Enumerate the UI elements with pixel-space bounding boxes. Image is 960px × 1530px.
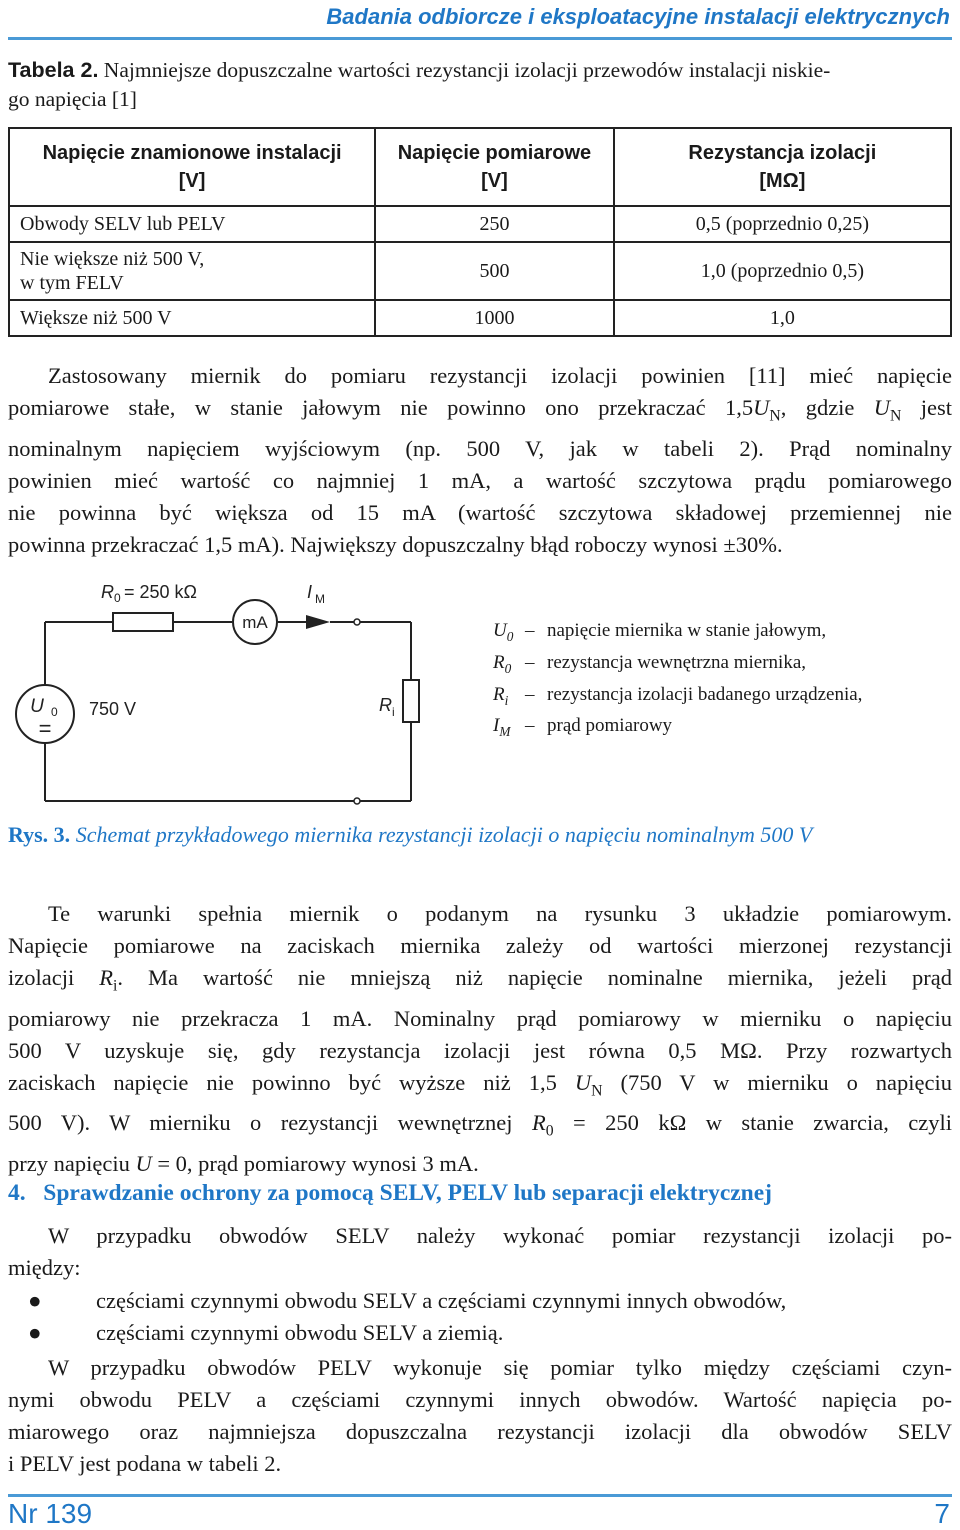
u0-sub: 0 [51,705,58,719]
ri-sub: i [392,705,395,719]
im-sub: M [315,592,325,606]
current-arrow [306,615,330,629]
ri-resistor [403,680,419,722]
cell-circuit: Obwody SELV lub PELV [9,206,375,242]
cell-resistance: 0,5 (poprzednio 0,25) [614,206,951,242]
cell-circuit: Większe niż 500 V [9,300,375,336]
terminal-top [354,619,360,625]
circuit-schematic [0,575,480,815]
running-header: Badania odbiorcze i eksploatacyjne instalacji elektrycznych [326,4,950,29]
meter-label: mA [242,613,268,632]
paragraph-meter-explanation: Te warunki spełnia miernik o podanym na rysunku 3 układzie pomiarowym. Napięcie pomiarowe na zaciskach miernika zależy od wartości mierzonej rezystancji izolacji $R_i$. Ma wartość nie mniejszą niż napięcie nominalne miernika, jeżeli prąd pomiarowy nie przekracza 1 mA. Nominalny prąd pomiarowy w mierniku o napięciu 500 V uzyskuje się, gdy rezystancja izolacji jest równa 0,5 MΩ. Przy rozwartych zaciskach napięcie nie powinno być wyższe niż 1,5 $U_N$ (750 V w mierniku o napięciu 500 V). W mierniku o rezystancji wewnętrznej $R_0 = 250$ kΩ w stanie zwarcia, czyli przy napięciu U = 0, prąd pomiarowy wynosi 3 mA. [8,901,953,1176]
cell-voltage: 1000 [375,300,614,336]
ri-label: R [379,695,392,715]
u0-label: U [30,696,44,717]
footer-rule [8,1494,952,1497]
table-row [9,206,951,242]
r0-sub: 0 [114,591,121,605]
header-insulation-resistance: Rezystancja izolacji [MΩ] [614,128,951,206]
section-heading: 4. Sprawdzanie ochrony za pomocą SELV, PELV lub separacji elektrycznej [8,1180,773,1206]
header-rated-voltage: Napięcie znamionowe instalacji [V] [9,128,375,206]
source-voltage-label: 750 V [89,699,137,719]
paragraph-selv: W przypadku obwodów SELV należy wykonać pomiar rezystancji izolacji po- między: [8,1223,952,1280]
cell-voltage: 250 [375,206,614,242]
cell-resistance: 1,0 (poprzednio 0,5) [614,242,951,300]
issue-number: Nr 139 [8,1498,93,1529]
header-test-voltage: Napięcie pomiarowe [V] [375,128,614,206]
table-caption-line-1: Tabela 2. Najmniejsze dopuszczalne wartości rezystancji izolacji przewodów instalacji niskie- [8,58,831,82]
paragraph-pelv: W przypadku obwodów PELV wykonuje się pomiar tylko między częściami czyn- nymi obwodu PELV a częściami czynnymi innych obwodów. Wartość napięcia po- miarowego oraz najmniejsza dopuszczalna rezystancji izolacji dla obwodów SELV i PELV jest podana w tabeli 2. [8,1355,952,1476]
bullet-icon: ● [28,1288,42,1313]
page-number: 7 [934,1498,950,1529]
table-row [9,300,951,336]
bullet-icon: ● [28,1320,42,1345]
im-label: I [307,582,313,602]
table-caption-line-2: go napięcia [1] [8,87,137,111]
cell-voltage: 500 [375,242,614,300]
table-caption-label: Tabela 2. [8,58,99,82]
insulation-resistance-table [8,127,952,337]
r0-label: R [101,582,114,602]
r0-resistor [113,613,173,631]
cell-resistance: 1,0 [614,300,951,336]
table-caption [8,56,952,114]
legend-item: $R_i$ – rezystancja izolacji badanego urządzenia, [493,683,863,708]
table-header-row [9,128,951,206]
terminal-bottom [354,798,360,804]
figure-legend [493,618,862,745]
list-item: ● częściami czynnymi obwodu SELV a częściami czynnymi innych obwodów, [8,1288,786,1314]
header-rule [8,37,952,40]
table-row [9,242,951,300]
list-item: ● częściami czynnymi obwodu SELV a ziemią. [8,1320,503,1346]
legend-item: $U_0$ – napięcie miernika w stanie jałowym, [493,620,827,644]
cell-circuit: Nie większe niż 500 V, w tym FELV [9,242,375,300]
paragraph-meter-requirements: Zastosowany miernik do pomiaru rezystancji izolacji powinien [11] mieć napięcie pomiarowe stałe, w stanie jałowym nie powinno ono przekraczać $1,5U_N$, gdzie $U_N$ jest nominalnym napięciem wyjściowym (np. 500 V, jak w tabeli 2). Prąd nominalny powinien mieć wartość co najmniej 1 mA, a wartość szczytowa prądu pomiarowego nie powinna być większa od 15 mA (wartość szczytowa składowej przemiennej nie powinna przekraczać 1,5 mA). Największy dopuszczalny błąd roboczy wynosi ±30%. [8,363,952,557]
r0-value: = 250 kΩ [124,582,198,602]
legend-item: $R_0$ – rezystancja wewnętrzna miernika, [493,651,807,676]
figure-caption: Rys. 3. Schemat przykładowego miernika rezystancji izolacji o napięciu nominalnym 500 V [8,822,813,847]
legend-item: $I_M$ – prąd pomiarowy [493,715,673,740]
dc-symbol: = [38,716,52,741]
